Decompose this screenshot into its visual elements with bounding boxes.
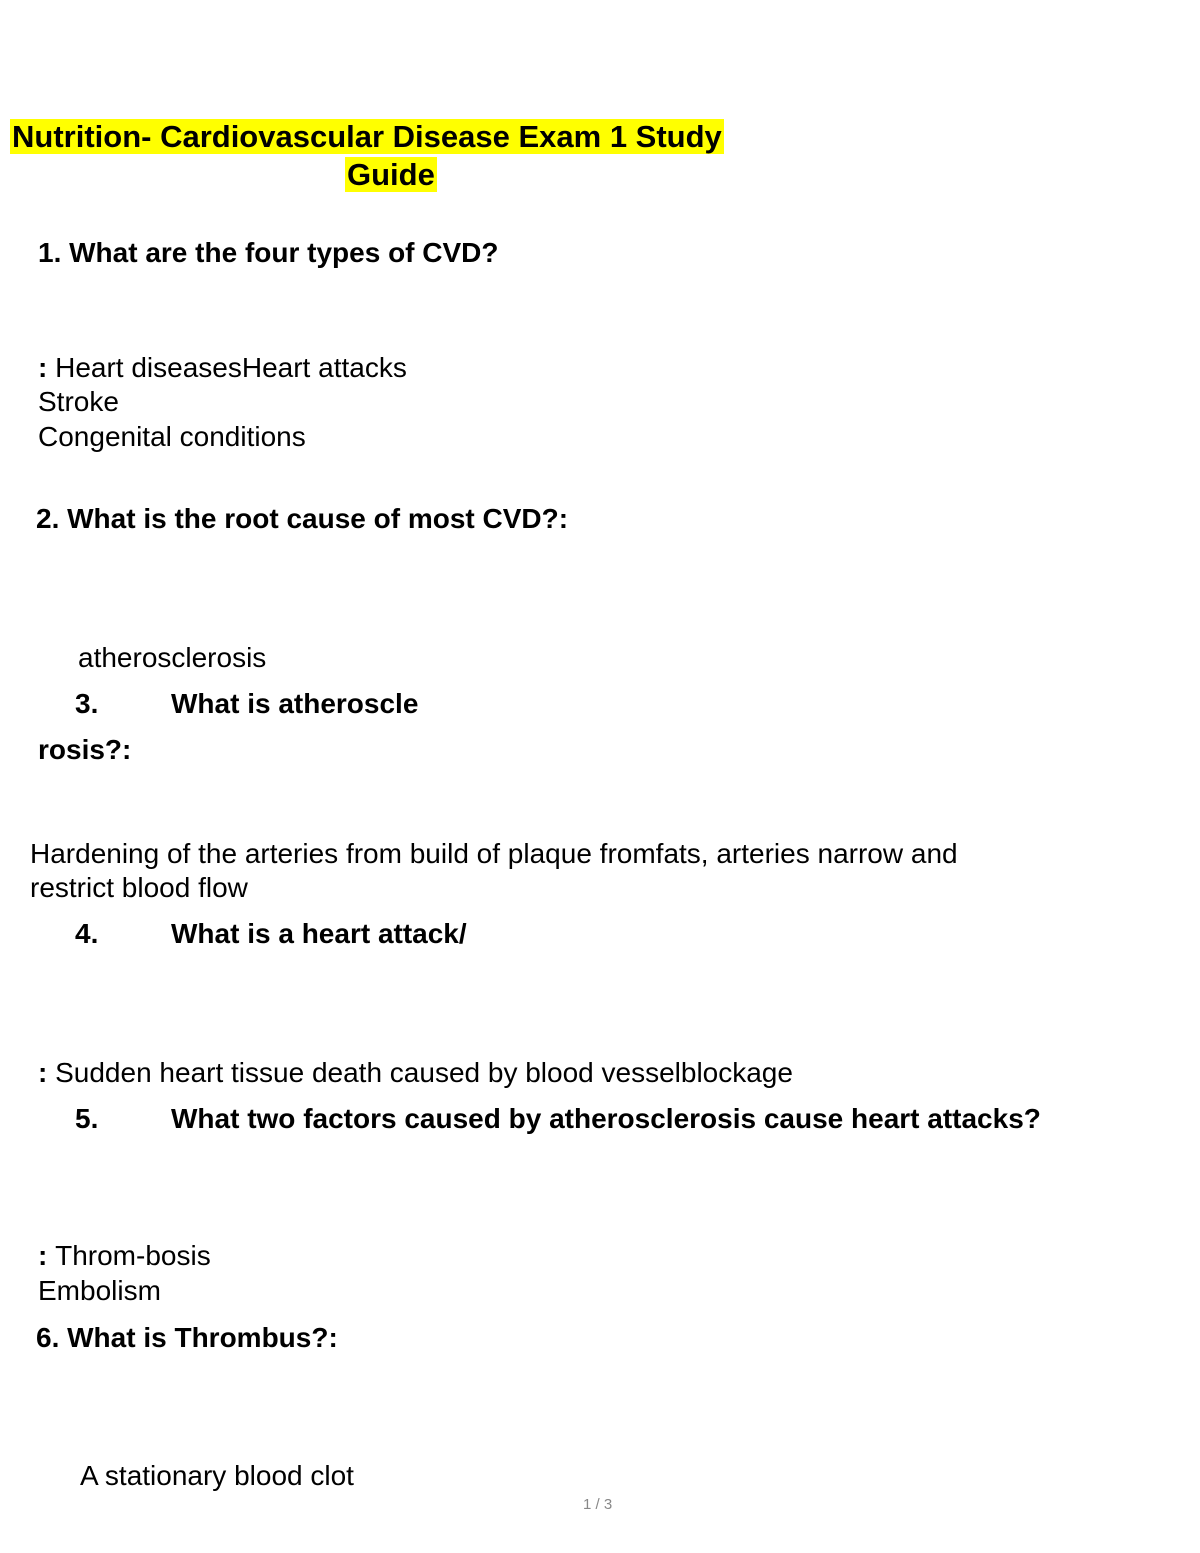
answer-prefix: : — [38, 1057, 56, 1088]
question-4-text: What is a heart attack/ — [171, 918, 467, 949]
answer-4 — [38, 1056, 793, 1090]
answer-text: Throm-bosis — [55, 1240, 211, 1271]
question-5-text: What two factors caused by atherosclerosis cause heart attacks? — [171, 1103, 1041, 1134]
answer-3-line-1: Hardening of the arteries from build of plaque fromfats, arteries narrow and — [30, 838, 958, 869]
title-highlight: Guide — [347, 157, 435, 192]
question-6: 6. What is Thrombus?: — [36, 1322, 338, 1353]
answer-text: Sudden heart tissue death caused by blood vesselblockage — [55, 1057, 793, 1088]
document-title-line-2 — [345, 156, 437, 194]
document-title-line-1 — [10, 118, 724, 156]
title-highlight: Nutrition- Cardiovascular Disease Exam 1 Study — [12, 119, 722, 154]
answer-5-line-2: Embolism — [38, 1275, 161, 1306]
answer-1-line-1 — [38, 351, 407, 385]
page-indicator: 1 / 3 — [583, 1496, 613, 1513]
answer-5-line-1 — [38, 1239, 211, 1273]
question-1: 1. What are the four types of CVD? — [38, 237, 499, 268]
answer-2: atherosclerosis — [78, 642, 267, 673]
question-2: 2. What is the root cause of most CVD?: — [36, 503, 569, 534]
question-3-text-continued: rosis?: — [38, 734, 132, 765]
answer-1-line-2: Stroke — [38, 386, 119, 417]
question-5-number: 5. — [75, 1103, 99, 1134]
question-4-number: 4. — [75, 918, 99, 949]
question-3-text: What is atheroscle — [171, 688, 419, 719]
answer-prefix: : — [38, 352, 56, 383]
question-3-number: 3. — [75, 688, 99, 719]
answer-text: Heart diseasesHeart attacks — [55, 352, 407, 383]
answer-1-line-3: Congenital conditions — [38, 421, 306, 452]
answer-3-line-2: restrict blood flow — [30, 872, 248, 903]
answer-6: A stationary blood clot — [80, 1460, 354, 1491]
answer-prefix: : — [38, 1240, 56, 1271]
